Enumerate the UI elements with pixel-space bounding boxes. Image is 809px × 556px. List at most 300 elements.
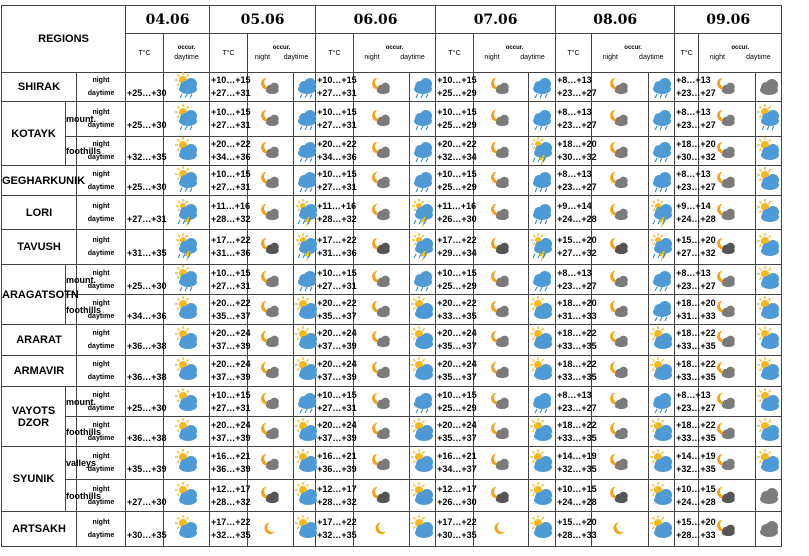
sun-cloud-icon [410, 419, 436, 445]
moon-cloud-icon [371, 108, 393, 130]
temp-cell: +27…+31 [126, 196, 164, 230]
date-header: 07.06 [436, 6, 556, 34]
moon-cloud-icon [490, 170, 512, 192]
weather-cell [164, 73, 210, 102]
day-weather-cell [649, 196, 675, 230]
region-name: SHIRAK [2, 73, 77, 102]
moon-dark-icon [490, 485, 512, 507]
day-weather-cell [756, 166, 782, 196]
day-weather-cell [756, 356, 782, 387]
subregion-name: mount. [66, 387, 77, 417]
night-weather-cell [354, 512, 410, 547]
sun-cloud-icon [410, 297, 436, 323]
moon-cloud-icon [371, 329, 393, 351]
sun-cloud-icon [529, 516, 555, 542]
regions-header: REGIONS [2, 6, 126, 73]
moon-cloud-icon [260, 76, 282, 98]
moon-cloud-icon [260, 299, 282, 321]
sun-cloud-icon [649, 483, 675, 509]
temp-cell: +20…+24 +37…+39 [316, 325, 354, 356]
moon-dark-icon [371, 236, 393, 258]
moon-cloud-icon [609, 391, 631, 413]
day-weather-cell [756, 512, 782, 547]
cloud-rain-icon [410, 74, 436, 100]
weather-cell [164, 325, 210, 356]
moon-cloud-icon [260, 170, 282, 192]
night-weather-cell [248, 166, 294, 196]
night-weather-cell [474, 102, 529, 137]
night-weather-cell [474, 387, 529, 417]
temp-cell: +10…+15 +27…+31 [316, 102, 354, 137]
temp-cell: +25…+30 [126, 73, 164, 102]
temp-cell: +18…+22 +33…+35 [675, 356, 699, 387]
day-weather-cell [649, 295, 675, 325]
night-weather-cell [354, 230, 410, 265]
moon-cloud-icon [609, 76, 631, 98]
night-weather-cell [592, 480, 649, 512]
sun-cloud-icon [756, 234, 782, 260]
day-weather-cell [649, 417, 675, 447]
moon-dark-icon [371, 485, 393, 507]
region-name: ARTSAKH [2, 512, 77, 547]
weather-cell [164, 230, 210, 265]
temp-cell: +10…+15 +25…+29 [436, 265, 474, 295]
temp-cell: +8…+13 +23…+27 [675, 387, 699, 417]
temp-cell: +18…+22 +33…+35 [675, 417, 699, 447]
night-weather-cell [248, 102, 294, 137]
sun-cloud-icon [649, 450, 675, 476]
cloud-rain-icon [410, 267, 436, 293]
temp-cell: +18…+20 +31…+33 [556, 295, 592, 325]
temp-cell: +18…+22 +33…+35 [556, 356, 592, 387]
temp-cell: +10…+15 +27…+31 [316, 265, 354, 295]
region-name: ARAGATSOTN [2, 265, 66, 325]
day-weather-cell [410, 196, 436, 230]
temp-cell: +8…+13 +23…+27 [675, 265, 699, 295]
temp-cell: +10…+15 +27…+31 [316, 73, 354, 102]
day-weather-cell [756, 295, 782, 325]
occur-header: occur. daytime [164, 34, 210, 73]
moon-cloud-icon [260, 140, 282, 162]
sun-cloud-icon [756, 297, 782, 323]
moon-cloud-icon [609, 170, 631, 192]
night-weather-cell [592, 512, 649, 547]
night-weather-cell [592, 73, 649, 102]
night-weather-cell [474, 196, 529, 230]
subregion-name: foothills [66, 417, 77, 447]
forecast-table [1, 5, 808, 547]
moon-cloud-icon [609, 269, 631, 291]
temp-cell: +25…+30 [126, 387, 164, 417]
day-weather-cell [649, 447, 675, 480]
weather-cell [164, 417, 210, 447]
moon-cloud-icon [260, 329, 282, 351]
subregion-name: foothills [66, 480, 77, 512]
moon-cloud-icon [609, 452, 631, 474]
day-weather-cell [529, 512, 556, 547]
day-weather-cell [649, 265, 675, 295]
moon-cloud-icon [490, 452, 512, 474]
temp-cell: +18…+20 +30…+32 [556, 137, 592, 166]
temp-cell: +18…+20 +31…+33 [675, 295, 699, 325]
temp-cell: +10…+15 +24…+28 [556, 480, 592, 512]
night-weather-cell [248, 447, 294, 480]
time-labels: night daytime [77, 325, 126, 356]
temp-header: T°C [316, 34, 354, 73]
night-weather-cell [592, 102, 649, 137]
region-name: SYUNIK [2, 447, 66, 512]
date-header: 08.06 [556, 6, 675, 34]
region-row [2, 387, 808, 417]
day-weather-cell [294, 73, 316, 102]
day-weather-cell [294, 166, 316, 196]
moon-cloud-icon [609, 299, 631, 321]
time-labels: night daytime [77, 137, 126, 166]
dark-cloud-icon [756, 483, 782, 509]
temp-cell: +12…+17 +28…+32 [210, 480, 248, 512]
day-weather-cell [649, 356, 675, 387]
temp-cell: +12…+17 +28…+32 [316, 480, 354, 512]
temp-cell: +11…+16 +26…+30 [436, 196, 474, 230]
subregion-name: foothills [66, 295, 77, 325]
temp-cell: +10…+15 +27…+31 [210, 166, 248, 196]
region-row [2, 295, 808, 325]
temp-cell: +17…+22 +29…+34 [436, 230, 474, 265]
moon-dark-icon [716, 518, 738, 540]
day-weather-cell [529, 137, 556, 166]
sun-cloud-icon [756, 168, 782, 194]
night-weather-cell [592, 295, 649, 325]
day-weather-cell [410, 295, 436, 325]
day-weather-cell [756, 447, 782, 480]
sun-cloud-icon [174, 138, 200, 164]
temp-cell: +25…+30 [126, 265, 164, 295]
region-row [2, 447, 808, 480]
night-weather-cell [354, 137, 410, 166]
subregion-name: foothills [66, 137, 77, 166]
temp-cell: +17…+22 +31…+36 [210, 230, 248, 265]
temp-cell: +8…+13 +23…+27 [556, 265, 592, 295]
day-weather-cell [410, 447, 436, 480]
day-weather-cell [529, 166, 556, 196]
night-weather-cell [354, 447, 410, 480]
occur-header: occur. night daytime [699, 34, 782, 73]
moon-cloud-icon [490, 76, 512, 98]
moon-cloud-icon [716, 452, 738, 474]
temp-cell: +25…+30 [126, 102, 164, 137]
moon-cloud-icon [490, 299, 512, 321]
moon-cloud-icon [260, 202, 282, 224]
temp-cell: +11…+16 +28…+32 [210, 196, 248, 230]
temp-cell: +11…+16 +28…+32 [316, 196, 354, 230]
region-row [2, 417, 808, 447]
temp-cell: +15…+20 +27…+32 [556, 230, 592, 265]
sun-cloud-icon [756, 450, 782, 476]
day-weather-cell [649, 512, 675, 547]
temp-cell: +8…+13 +23…+27 [556, 166, 592, 196]
moon-cloud-icon [371, 360, 393, 382]
day-weather-cell [529, 356, 556, 387]
moon-cloud-icon [371, 170, 393, 192]
temp-cell: +10…+15 +27…+31 [316, 166, 354, 196]
time-labels: night daytime [77, 295, 126, 325]
moon-icon [260, 518, 282, 540]
night-weather-cell [474, 230, 529, 265]
day-weather-cell [649, 230, 675, 265]
sun-cloud-icon [756, 327, 782, 353]
day-weather-cell [410, 417, 436, 447]
temp-cell: +8…+13 +23…+27 [675, 73, 699, 102]
moon-cloud-icon [260, 269, 282, 291]
date-header: 04.06 [126, 6, 210, 34]
temp-cell: +35…+39 [126, 447, 164, 480]
time-labels: night daytime [77, 230, 126, 265]
temp-cell: +8…+13 +23…+27 [556, 387, 592, 417]
day-weather-cell [756, 480, 782, 512]
night-weather-cell [354, 166, 410, 196]
weather-cell [164, 512, 210, 547]
temp-cell: +10…+15 +25…+29 [436, 73, 474, 102]
day-weather-cell [294, 480, 316, 512]
region-row [2, 356, 808, 387]
sun-cloud-icon [756, 389, 782, 415]
region-row [2, 480, 808, 512]
temp-cell: +20…+22 +34…+36 [210, 137, 248, 166]
day-weather-cell [649, 325, 675, 356]
region-name: VAYOTS DZOR [2, 387, 66, 447]
day-weather-cell [294, 356, 316, 387]
night-weather-cell [474, 417, 529, 447]
moon-cloud-icon [490, 202, 512, 224]
day-weather-cell [649, 480, 675, 512]
region-row [2, 325, 808, 356]
temp-cell: +20…+24 +37…+39 [316, 417, 354, 447]
sun-cloud-icon [649, 327, 675, 353]
day-weather-cell [294, 295, 316, 325]
moon-cloud-icon [260, 421, 282, 443]
dark-cloud-icon [756, 516, 782, 542]
time-labels: night daytime [77, 196, 126, 230]
sun-cloud-icon [174, 516, 200, 542]
cloud-rain-icon [529, 389, 555, 415]
weather-cell [164, 447, 210, 480]
occur-header: occur. night daytime [248, 34, 316, 73]
cloud-rain-icon [529, 74, 555, 100]
time-labels: night daytime [77, 417, 126, 447]
temp-header: T°C [556, 34, 592, 73]
temp-cell: +8…+13 +23…+27 [675, 102, 699, 137]
time-labels: night daytime [77, 447, 126, 480]
night-weather-cell [354, 102, 410, 137]
moon-dark-icon [260, 485, 282, 507]
moon-cloud-icon [371, 76, 393, 98]
temp-cell: +36…+38 [126, 417, 164, 447]
day-weather-cell [294, 325, 316, 356]
day-weather-cell [529, 480, 556, 512]
temp-header: T°C [210, 34, 248, 73]
day-weather-cell [529, 417, 556, 447]
sun-cloud-rain-icon [174, 267, 200, 293]
time-labels: night daytime [77, 387, 126, 417]
temp-cell: +32…+35 [126, 137, 164, 166]
sun-cloud-icon [649, 419, 675, 445]
temp-cell: +10…+15 +27…+31 [210, 73, 248, 102]
cloud-rain-icon [410, 106, 436, 132]
temp-cell: +15…+20 +28…+33 [675, 512, 699, 547]
moon-cloud-icon [371, 202, 393, 224]
day-weather-cell [529, 230, 556, 265]
weather-cell [164, 480, 210, 512]
moon-cloud-icon [609, 202, 631, 224]
temp-cell: +10…+15 +27…+31 [210, 265, 248, 295]
region-row [2, 196, 808, 230]
moon-cloud-icon [609, 329, 631, 351]
moon-cloud-icon [609, 421, 631, 443]
moon-cloud-icon [490, 140, 512, 162]
moon-cloud-icon [371, 421, 393, 443]
moon-cloud-icon [716, 76, 738, 98]
temp-cell: +17…+22 +32…+35 [316, 512, 354, 547]
day-weather-cell [294, 417, 316, 447]
day-weather-cell [649, 166, 675, 196]
day-weather-cell [294, 230, 316, 265]
moon-cloud-icon [490, 269, 512, 291]
region-row [2, 73, 808, 102]
moon-icon [609, 518, 631, 540]
day-weather-cell [529, 102, 556, 137]
time-labels: night daytime [77, 356, 126, 387]
temp-cell: +20…+24 +37…+39 [210, 325, 248, 356]
night-weather-cell [354, 265, 410, 295]
weather-cell [164, 356, 210, 387]
subregion-name: mount. [66, 265, 77, 295]
sun-cloud-rain-icon [174, 106, 200, 132]
day-weather-cell [529, 73, 556, 102]
night-weather-cell [474, 166, 529, 196]
weather-cell [164, 265, 210, 295]
night-weather-cell [474, 295, 529, 325]
region-row [2, 102, 808, 137]
night-weather-cell [248, 137, 294, 166]
moon-dark-icon [260, 236, 282, 258]
day-weather-cell [529, 196, 556, 230]
subregion-name: mount. [66, 102, 77, 137]
moon-cloud-icon [716, 299, 738, 321]
sun-cloud-icon [174, 358, 200, 384]
temp-cell: +9…+14 +24…+28 [675, 196, 699, 230]
day-weather-cell [756, 230, 782, 265]
sun-cloud-icon [649, 358, 675, 384]
cloud-rain-icon [649, 297, 675, 323]
sun-cloud-icon [529, 297, 555, 323]
day-weather-cell [410, 102, 436, 137]
cloud-rain-icon [410, 389, 436, 415]
dark-cloud-icon [756, 74, 782, 100]
temp-cell: +20…+22 +35…+37 [210, 295, 248, 325]
day-weather-cell [756, 102, 782, 137]
moon-cloud-icon [716, 360, 738, 382]
night-weather-cell [248, 356, 294, 387]
time-labels: night daytime [77, 102, 126, 137]
sun-cloud-icon [529, 419, 555, 445]
temp-cell: +30…+35 [126, 512, 164, 547]
sun-cloud-icon [756, 200, 782, 226]
day-weather-cell [649, 387, 675, 417]
sun-cloud-icon [174, 483, 200, 509]
temp-cell: +27…+30 [126, 480, 164, 512]
region-name: TAVUSH [2, 230, 77, 265]
temp-cell: +18…+20 +30…+32 [675, 137, 699, 166]
moon-cloud-icon [260, 452, 282, 474]
cloud-rain-icon [649, 389, 675, 415]
occur-header: occur. night daytime [474, 34, 556, 73]
night-weather-cell [474, 512, 529, 547]
sun-cloud-icon [174, 297, 200, 323]
night-weather-cell [592, 387, 649, 417]
day-weather-cell [410, 512, 436, 547]
sun-cloud-icon [410, 450, 436, 476]
cloud-rain-icon [649, 267, 675, 293]
day-weather-cell [649, 137, 675, 166]
temp-header: T°C [436, 34, 474, 73]
day-weather-cell [649, 102, 675, 137]
moon-cloud-icon [716, 421, 738, 443]
time-labels: night daytime [77, 73, 126, 102]
moon-cloud-icon [260, 391, 282, 413]
time-labels: night daytime [77, 480, 126, 512]
night-weather-cell [248, 512, 294, 547]
day-weather-cell [294, 512, 316, 547]
moon-cloud-icon [371, 299, 393, 321]
day-weather-cell [410, 387, 436, 417]
temp-cell: +34…+36 [126, 295, 164, 325]
time-labels: night daytime [77, 265, 126, 295]
temp-cell: +10…+15 +25…+29 [436, 166, 474, 196]
cloud-rain-icon [529, 200, 555, 226]
day-weather-cell [529, 295, 556, 325]
region-name: GEGHARKUNIK [2, 166, 77, 196]
day-weather-cell [756, 265, 782, 295]
moon-cloud-icon [609, 140, 631, 162]
night-weather-cell [592, 325, 649, 356]
moon-cloud-icon [716, 202, 738, 224]
temp-cell: +14…+19 +32…+35 [675, 447, 699, 480]
night-weather-cell [474, 480, 529, 512]
moon-cloud-icon [609, 360, 631, 382]
temp-cell: +8…+13 +23…+27 [556, 73, 592, 102]
moon-cloud-icon [490, 329, 512, 351]
night-weather-cell [248, 387, 294, 417]
temp-cell: +9…+14 +24…+28 [556, 196, 592, 230]
temp-cell: +36…+38 [126, 356, 164, 387]
moon-cloud-icon [716, 108, 738, 130]
weather-cell [164, 166, 210, 196]
day-weather-cell [756, 73, 782, 102]
temp-cell: +20…+24 +35…+37 [436, 417, 474, 447]
moon-cloud-icon [716, 391, 738, 413]
night-weather-cell [354, 387, 410, 417]
day-weather-cell [410, 166, 436, 196]
temp-cell: +12…+17 +26…+30 [436, 480, 474, 512]
cloud-rain-icon [410, 138, 436, 164]
day-weather-cell [529, 387, 556, 417]
moon-cloud-icon [609, 108, 631, 130]
day-weather-cell [410, 137, 436, 166]
temp-header: T°C [126, 34, 164, 73]
moon-cloud-icon [716, 329, 738, 351]
day-weather-cell [756, 137, 782, 166]
sun-cloud-rain-icon [174, 74, 200, 100]
